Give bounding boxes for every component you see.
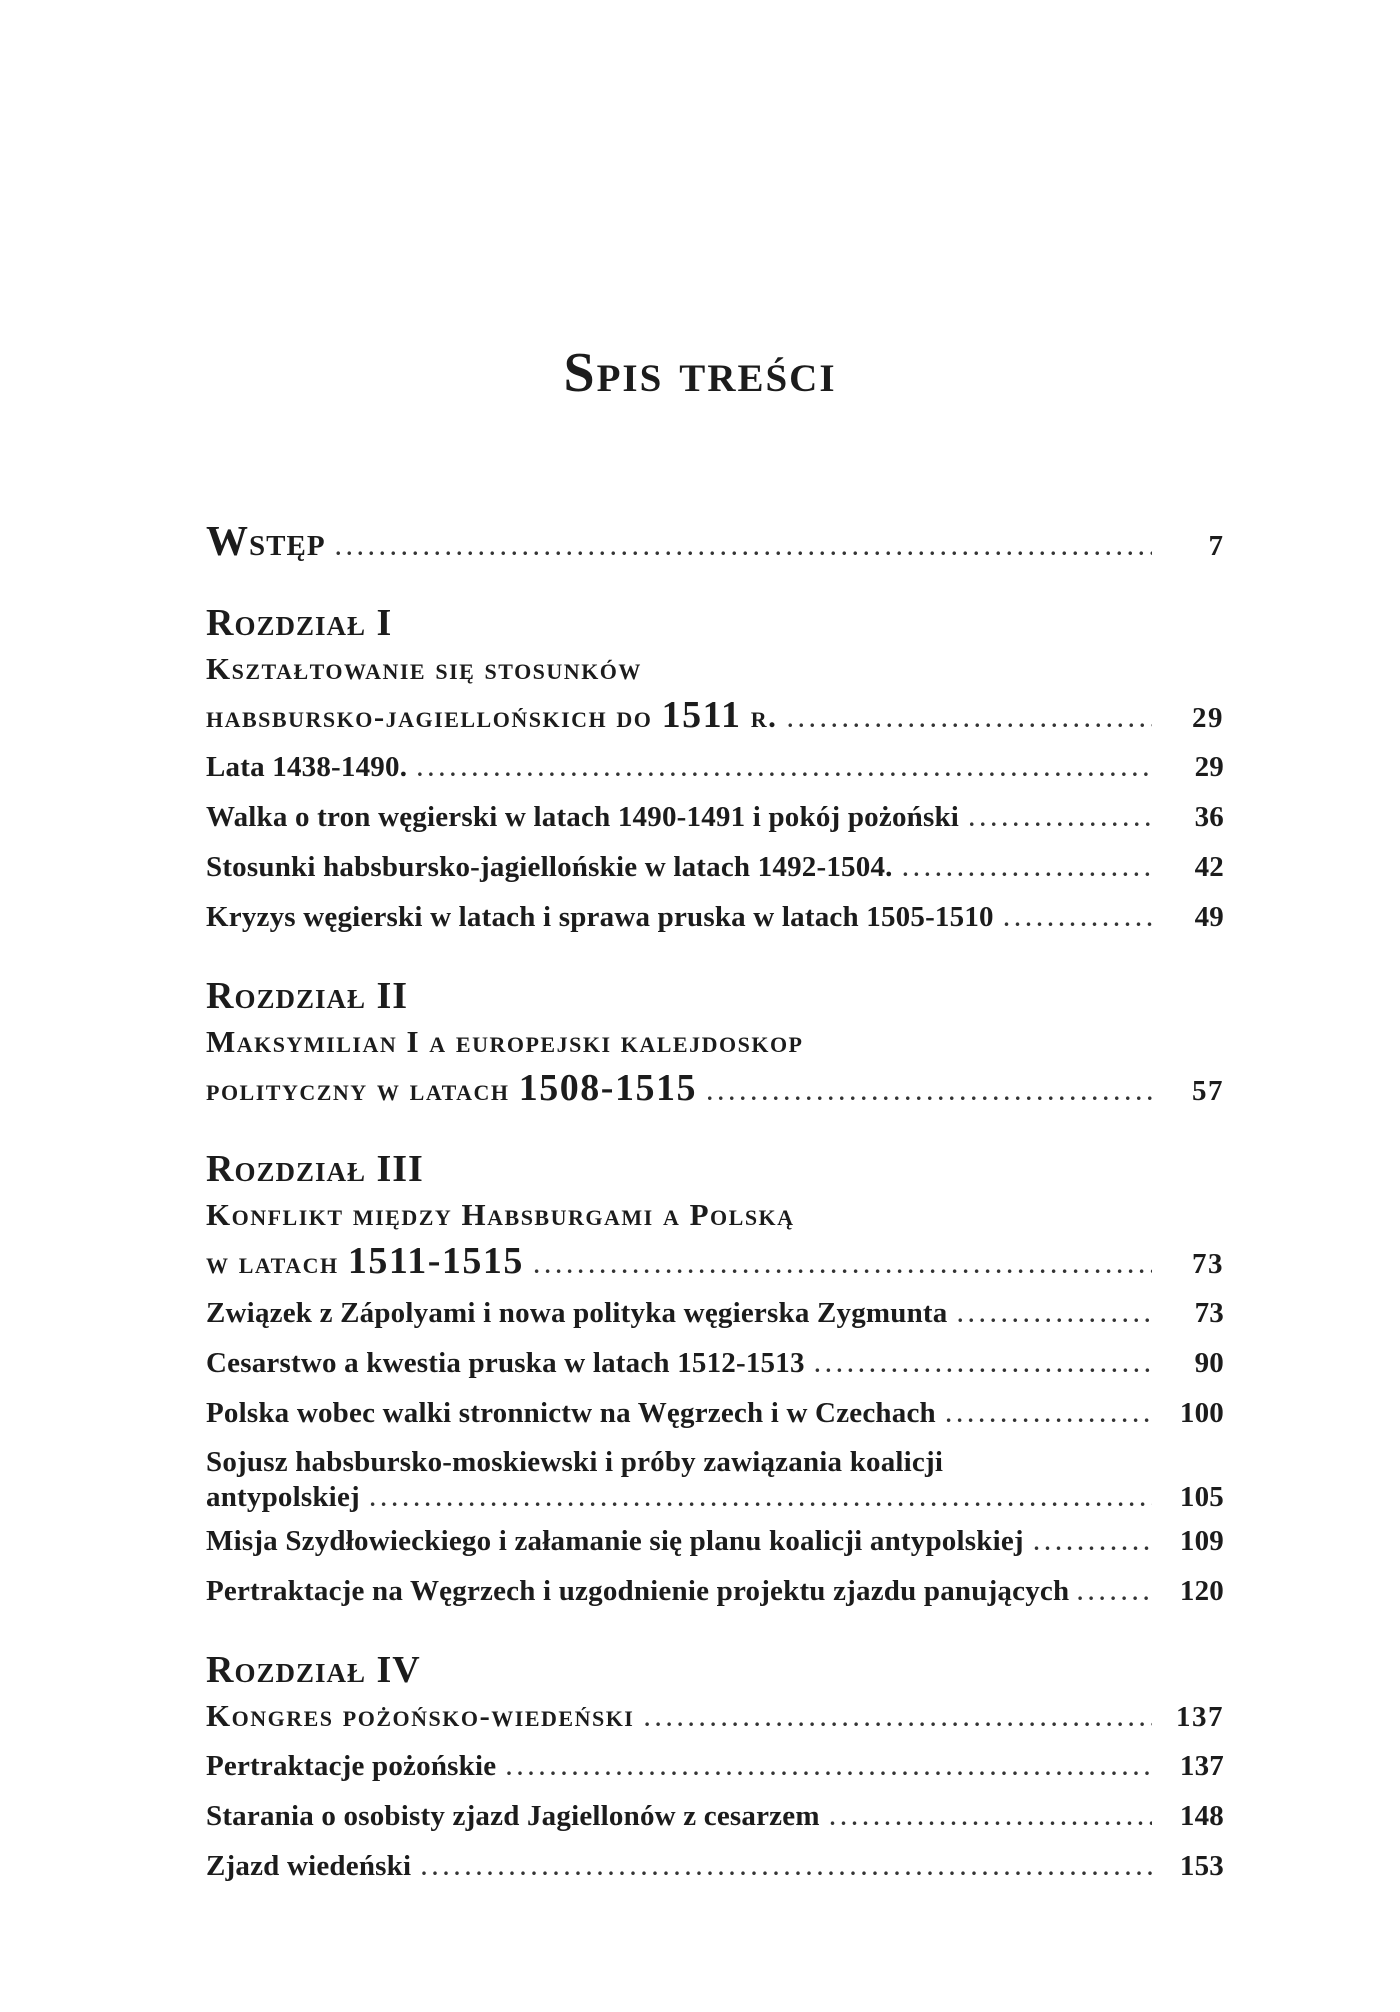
toc-page-number: 29 xyxy=(1192,702,1224,734)
chapter-1 xyxy=(206,600,1224,943)
toc-page-number: 7 xyxy=(1208,530,1224,562)
toc-subentry[interactable]: Polska wobec walki stronnictw na Węgrzech i w Czechach . . . 100 xyxy=(206,1389,1224,1439)
table-of-contents xyxy=(206,518,1224,1892)
toc-page-number: 137 xyxy=(1176,1701,1224,1733)
toc-page-number: 90 xyxy=(1194,1347,1224,1379)
toc-entry-label: Wstęp xyxy=(206,519,326,565)
toc-subentry[interactable]: Stosunki habsbursko-jagiellońskie w latach 1492-1504. . . . 42 xyxy=(206,843,1224,893)
chapter-title-line: Maksymilian I a europejski kalejdoskop xyxy=(206,1024,804,1059)
leader-dots xyxy=(417,745,1152,793)
leader-dots xyxy=(969,795,1152,843)
toc-subentry[interactable]: Pertraktacje na Węgrzech i uzgodnienie projektu zjazdu panujących . . . 120 xyxy=(206,1567,1224,1617)
toc-entry-chapter-2[interactable] xyxy=(206,1065,1224,1116)
leader-dots xyxy=(946,1391,1152,1439)
toc-subentry[interactable]: antypolskiej . . . 105 xyxy=(206,1479,1224,1517)
toc-entry-chapter-3[interactable] xyxy=(206,1238,1224,1289)
chapter-heading: Rozdział I xyxy=(206,602,393,644)
toc-page-number: 42 xyxy=(1194,851,1224,883)
toc-page-number: 49 xyxy=(1194,901,1224,933)
toc-entry-chapter-4[interactable] xyxy=(206,1693,1224,1742)
chapter-title-line: Konflikt między Habsburgami a Polską xyxy=(206,1197,795,1232)
leader-dots xyxy=(815,1341,1152,1389)
leader-dots xyxy=(830,1794,1152,1842)
toc-subentry-first-line: Sojusz habsbursko-moskiewski i próby zawiązania koalicji xyxy=(206,1446,944,1478)
toc-page-number: 36 xyxy=(1194,801,1224,833)
leader-dots xyxy=(336,535,1152,561)
chapter-4 xyxy=(206,1647,1224,1892)
chapter-title-last-line: polityczny w latach 1508-1515 xyxy=(206,1067,697,1109)
leader-dots xyxy=(644,1696,1152,1742)
chapter-heading: Rozdział IV xyxy=(206,1649,421,1691)
chapter-title-line: Kształtowanie się stosunków xyxy=(206,651,642,686)
toc-page-number: 109 xyxy=(1179,1525,1224,1557)
leader-dots xyxy=(1077,1569,1154,1617)
page-title: Spis treści xyxy=(563,342,837,404)
leader-dots xyxy=(534,1243,1152,1289)
leader-dots xyxy=(787,697,1152,743)
toc-entry-chapter-1[interactable] xyxy=(206,692,1224,743)
chapter-title-last-line: w latach 1511-1515 xyxy=(206,1240,524,1282)
chapter-2 xyxy=(206,973,1224,1116)
chapter-heading: Rozdział II xyxy=(206,975,409,1017)
toc-subentry[interactable]: Cesarstwo a kwestia pruska w latach 1512-1513 . . . 90 xyxy=(206,1339,1224,1389)
leader-dots xyxy=(1004,895,1152,943)
chapter-title-last-line: habsbursko-jagiellońskich do 1511 r. xyxy=(206,694,778,736)
toc-page-number: 100 xyxy=(1179,1397,1224,1429)
leader-dots xyxy=(506,1744,1152,1792)
toc-page-number: 148 xyxy=(1179,1800,1224,1832)
chapter-title-last-line: Kongres pożońsko-wiedeński xyxy=(206,1698,635,1733)
leader-dots xyxy=(707,1070,1152,1116)
leader-dots xyxy=(903,845,1152,893)
toc-page-number: 29 xyxy=(1194,751,1224,783)
toc-page-number: 57 xyxy=(1192,1075,1224,1107)
toc-subentry[interactable]: Pertraktacje pożońskie . . . 137 xyxy=(206,1742,1224,1792)
toc-subentry[interactable]: Związek z Zápolyami i nowa polityka węgierska Zygmunta . . . 73 xyxy=(206,1289,1224,1339)
leader-dots xyxy=(370,1481,1152,1517)
leader-dots xyxy=(957,1291,1152,1339)
toc-page-number: 73 xyxy=(1192,1248,1224,1280)
toc-subentry[interactable]: Walka o tron węgierski w latach 1490-1491 i pokój pożoński . . . 36 xyxy=(206,793,1224,843)
toc-page-number: 137 xyxy=(1179,1750,1224,1782)
chapter-3 xyxy=(206,1146,1224,1617)
toc-subentry[interactable]: Zjazd wiedeński . . . 153 xyxy=(206,1842,1224,1892)
toc-subentry[interactable]: Lata 1438-1490. . . . 29 xyxy=(206,743,1224,793)
toc-page-number: 105 xyxy=(1179,1481,1224,1513)
toc-page-number: 120 xyxy=(1179,1575,1224,1607)
leader-dots xyxy=(1034,1519,1152,1567)
leader-dots xyxy=(421,1844,1152,1892)
toc-subentry[interactable]: Kryzys węgierski w latach i sprawa pruska w latach 1505-1510 . . . 49 xyxy=(206,893,1224,943)
toc-page-number: 73 xyxy=(1194,1297,1224,1329)
toc-subentry[interactable]: Misja Szydłowieckiego i załamanie się planu koalicji antypolskiej . . . 109 xyxy=(206,1517,1224,1567)
toc-subentry[interactable]: Starania o osobisty zjazd Jagiellonów z cesarzem . . . 148 xyxy=(206,1792,1224,1842)
toc-entry-intro[interactable] xyxy=(206,518,1224,566)
chapter-heading: Rozdział III xyxy=(206,1148,424,1190)
toc-page-number: 153 xyxy=(1179,1850,1224,1882)
